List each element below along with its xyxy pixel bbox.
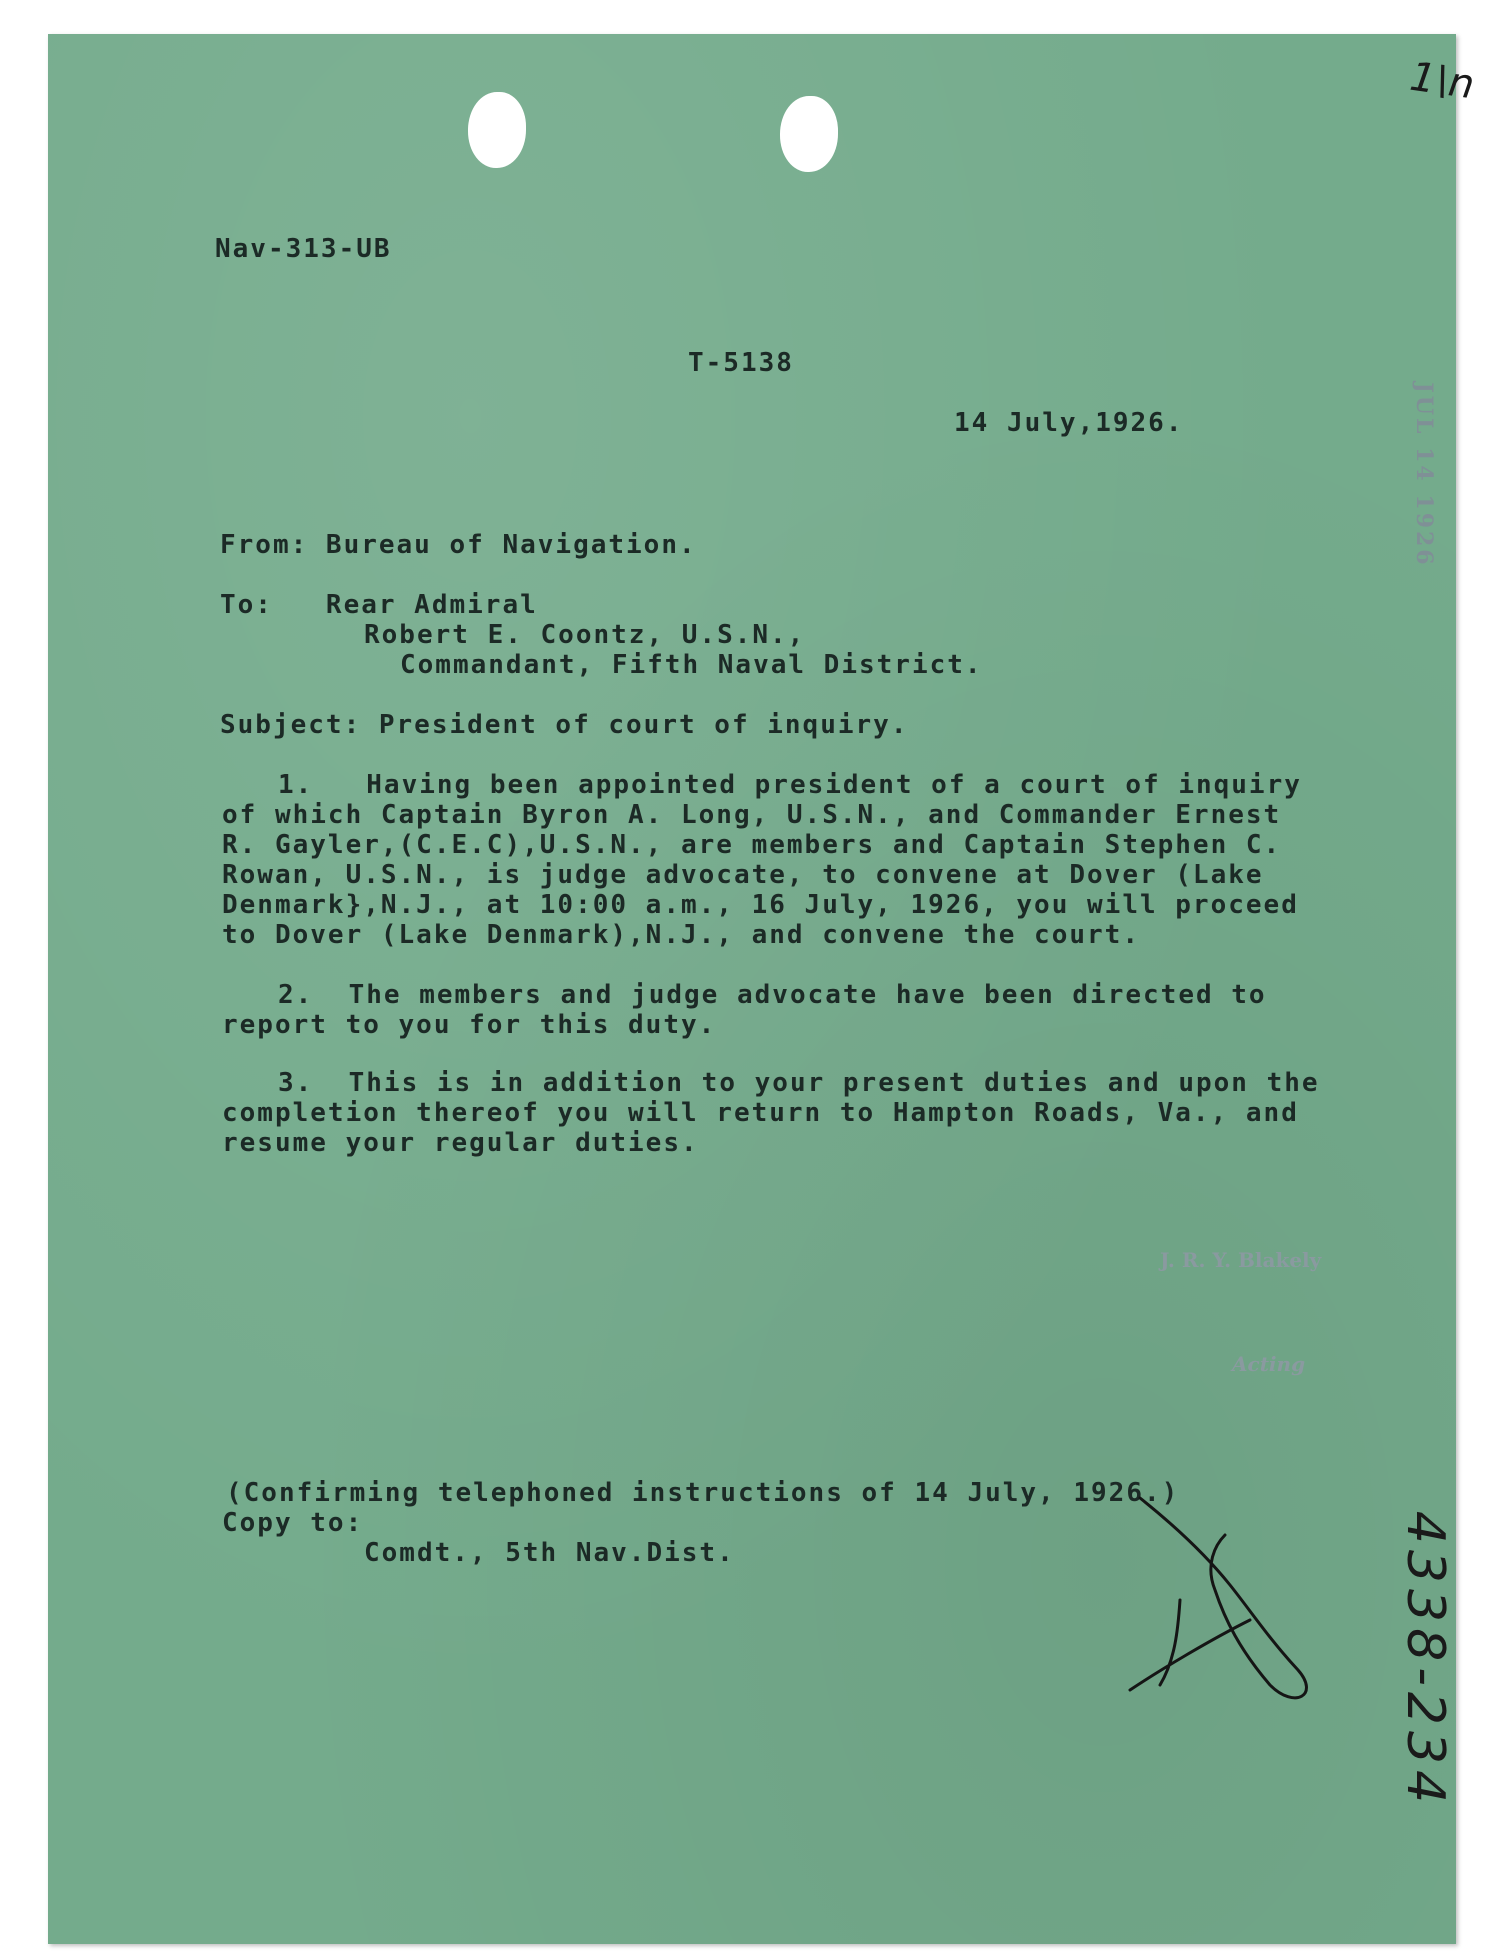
received-date-stamp: JUL 14 1926 xyxy=(1411,382,1437,568)
subject-line: Subject: President of court of inquiry. xyxy=(220,710,909,740)
paragraph-3-line-2: completion thereof you will return to Hampton Roads, Va., and xyxy=(222,1098,1299,1128)
paragraph-3-line-1: 3. This is in addition to your present duties and upon the xyxy=(278,1068,1320,1098)
paragraph-1-line-2: of which Captain Byron A. Long, U.S.N., and Commander Ernest xyxy=(222,800,1282,830)
paragraph-2-line-2: report to you for this duty. xyxy=(222,1010,717,1040)
handwritten-corner-mark: 1\n xyxy=(1407,53,1478,109)
paragraph-1-line-4: Rowan, U.S.N., is judge advocate, to convene at Dover (Lake xyxy=(222,860,1264,890)
signature-stamp: J. R. Y. Blakely xyxy=(1160,1248,1322,1272)
paragraph-1-line-5: Denmark},N.J., at 10:00 a.m., 16 July, 1926, you will proceed xyxy=(222,890,1299,920)
file-code: Nav-313-UB xyxy=(215,234,392,264)
copy-to-recipient: Comdt., 5th Nav.Dist. xyxy=(364,1538,735,1568)
from-line: From: Bureau of Navigation. xyxy=(220,530,697,560)
copy-to-label: Copy to: xyxy=(222,1508,364,1538)
acting-stamp: Acting xyxy=(1232,1352,1306,1376)
letter-date: 14 July,1926. xyxy=(954,408,1184,438)
handwritten-file-number: 4338-234 xyxy=(1395,1510,1455,1810)
paragraph-1-line-6: to Dover (Lake Denmark),N.J., and convene the court. xyxy=(222,920,1140,950)
reference-number: T-5138 xyxy=(688,348,794,378)
to-line-1: To: Rear Admiral xyxy=(220,590,538,620)
punch-hole-left xyxy=(468,92,526,168)
punch-hole-right xyxy=(780,96,838,172)
confirming-note: (Confirming telephoned instructions of 14 July, 1926.) xyxy=(226,1478,1180,1508)
paragraph-2-line-1: 2. The members and judge advocate have been directed to xyxy=(278,980,1267,1010)
initials-stroke xyxy=(1130,1498,1306,1698)
handwritten-initials xyxy=(1120,1490,1320,1710)
to-line-3: Commandant, Fifth Naval District. xyxy=(400,650,983,680)
paragraph-1-line-3: R. Gayler,(C.E.C),U.S.N., are members and Captain Stephen C. xyxy=(222,830,1282,860)
to-line-2: Robert E. Coontz, U.S.N., xyxy=(364,620,806,650)
paragraph-1-line-1: 1. Having been appointed president of a court of inquiry xyxy=(278,770,1302,800)
paragraph-3-line-3: resume your regular duties. xyxy=(222,1128,699,1158)
